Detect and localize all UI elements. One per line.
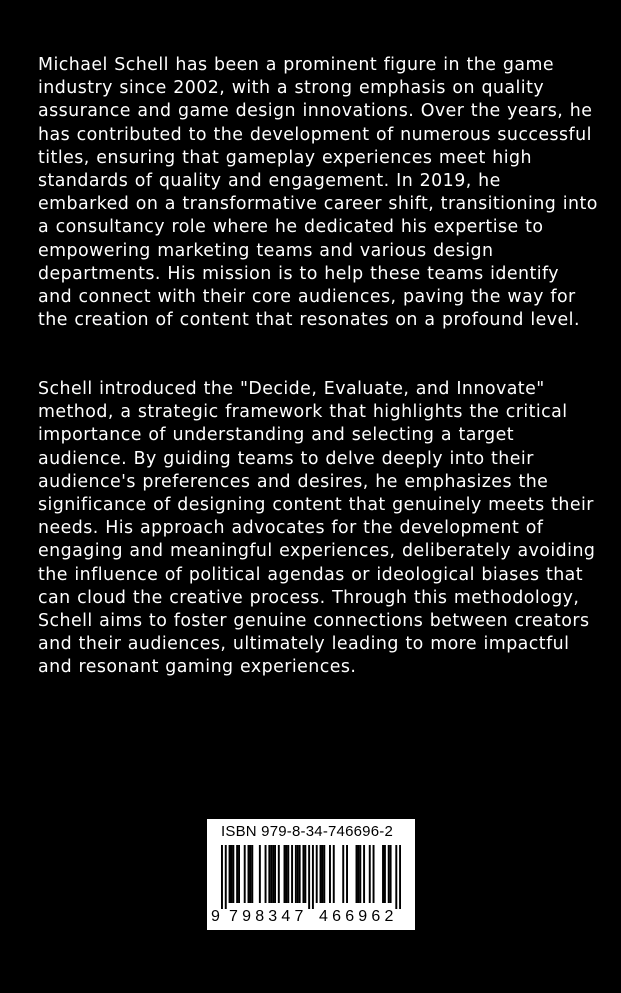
barcode-bar bbox=[272, 845, 274, 903]
barcode-bar bbox=[312, 845, 314, 909]
barcode-bar bbox=[346, 845, 348, 903]
barcode-bar bbox=[395, 845, 397, 909]
barcode-bar bbox=[249, 845, 251, 903]
barcode-bar bbox=[244, 845, 246, 903]
isbn-digits bbox=[207, 908, 415, 928]
barcode-bar bbox=[230, 845, 232, 903]
barcode-bar bbox=[316, 845, 318, 903]
barcode-graphic bbox=[221, 845, 401, 909]
barcode-bar bbox=[373, 845, 375, 903]
barcode-bar bbox=[270, 845, 272, 903]
description-paragraph-2: Schell introduced the "Decide, Evaluate, and Innovate" method, a strategic framework that highlights the critical importance of understanding and selecting a target audience. By guiding teams to delve deeply into their audience's preferences and desires, he emphasizes the significance of designing content that genuinely meets their needs. His approach advocates for the development of engaging and meaningful experiences, deliberately avoiding the influence of political agendas or ideological biases that can cloud the creative process. Through this methodology, Schell aims to foster genuine connections between creators and their audiences, ultimately leading to more impactful and resonant gaming experiences. bbox=[38, 379, 596, 678]
barcode-bar bbox=[302, 845, 304, 903]
barcode-bar bbox=[259, 845, 261, 903]
barcode-bar bbox=[291, 845, 293, 903]
barcode-bar bbox=[295, 845, 297, 903]
barcode-bar bbox=[236, 845, 238, 903]
barcode-bar bbox=[363, 845, 365, 903]
barcode-bar bbox=[356, 845, 358, 903]
barcode-bar bbox=[278, 845, 280, 903]
isbn-digit-lead: 9 bbox=[211, 908, 220, 925]
barcode-bar bbox=[390, 845, 392, 903]
barcode-bar bbox=[225, 845, 227, 909]
barcode-bar bbox=[308, 845, 310, 909]
barcode-bar bbox=[285, 845, 287, 903]
barcode-bar bbox=[323, 845, 325, 903]
barcode-bar bbox=[229, 845, 231, 903]
barcode-bar bbox=[304, 845, 306, 903]
barcode-bar bbox=[329, 845, 331, 903]
barcode-bar bbox=[297, 845, 299, 903]
barcode-bar bbox=[320, 845, 322, 903]
barcode-bar bbox=[384, 845, 386, 903]
barcode-bar bbox=[359, 845, 361, 903]
barcode-bar bbox=[268, 845, 270, 903]
barcode-bar bbox=[284, 845, 286, 903]
barcode-bar bbox=[287, 845, 289, 903]
isbn-label: ISBN 979-8-34-746696-2 bbox=[221, 823, 394, 840]
isbn-barcode-box bbox=[207, 819, 415, 930]
barcode-bar bbox=[333, 845, 335, 903]
description-paragraph-1: Michael Schell has been a prominent figure in the game industry since 2002, with a strong emphasis on quality assurance and game design innovations. Over the years, he has contributed to the development of numerous successful titles, ensuring that gameplay experiences meet high standards of quality and engagement. In 2019, he embarked on a transformative career shift, transitioning into a consultancy role where he dedicated his expertise to empowering marketing teams and various design departments. His mission is to help these teams identify and connect with their core audiences, paving the way for the creation of content that resonates on a profound level. bbox=[38, 55, 598, 331]
barcode-bar bbox=[251, 845, 253, 903]
barcode-bar bbox=[274, 845, 276, 903]
barcode-bar bbox=[399, 845, 401, 909]
isbn-digits-right-group: 466962 bbox=[319, 908, 398, 925]
barcode-bar bbox=[342, 845, 344, 903]
barcode-bar bbox=[265, 845, 267, 903]
barcode-bar bbox=[221, 845, 223, 909]
barcode-bar bbox=[232, 845, 234, 903]
barcode-bar bbox=[369, 845, 371, 903]
barcode-bar bbox=[238, 845, 240, 903]
barcode-bar bbox=[357, 845, 359, 903]
barcode-bar bbox=[321, 845, 323, 903]
barcode-bar bbox=[248, 845, 250, 903]
isbn-digits-left-group: 798347 bbox=[229, 908, 308, 925]
barcode-bar bbox=[388, 845, 390, 903]
barcode-bar bbox=[382, 845, 384, 903]
barcode-bar bbox=[299, 845, 301, 903]
